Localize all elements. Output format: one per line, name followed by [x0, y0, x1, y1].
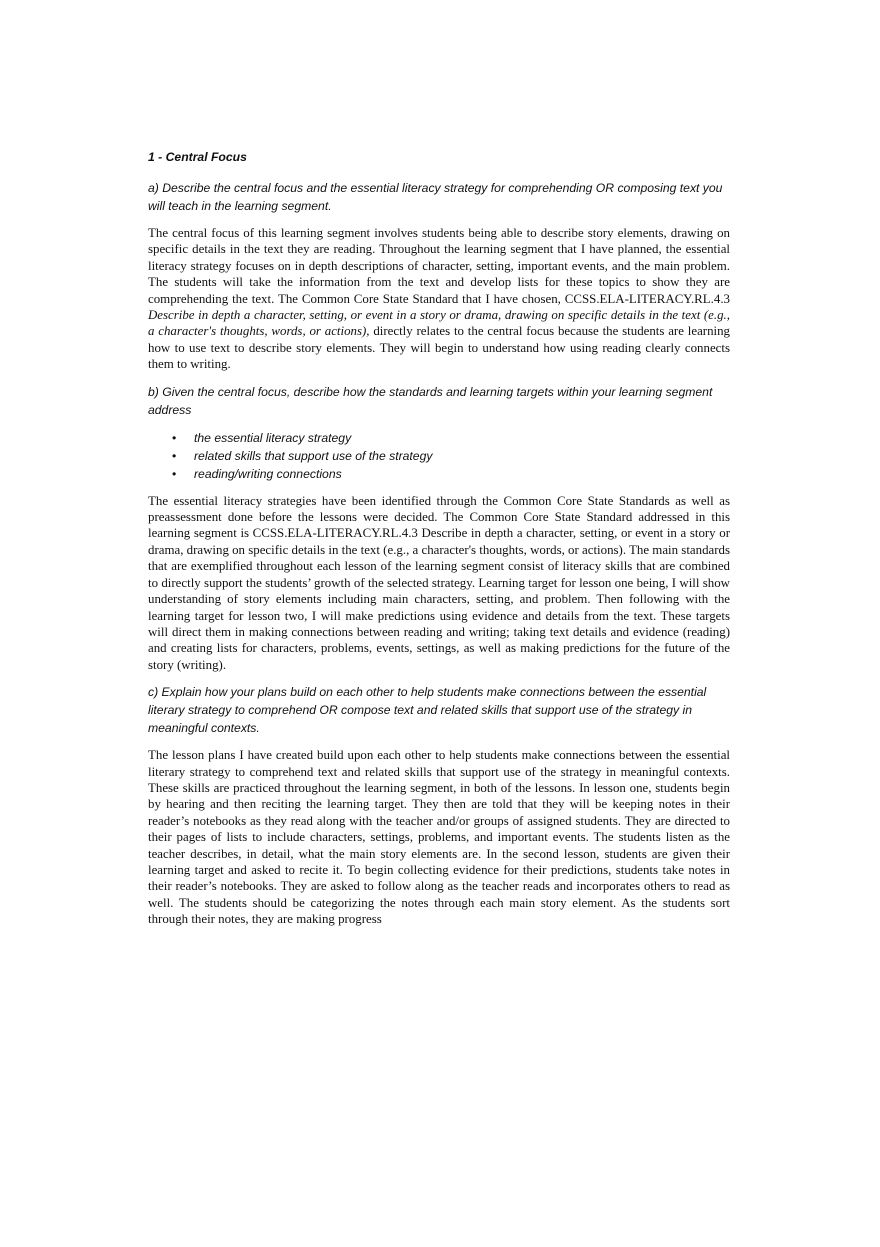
bullet-text: the essential literacy strategy [194, 430, 352, 445]
answer-b: The essential literacy strategies have been identified through the Common Core State Standards as well as preassessment done before the lessons were decided. The Common Core State Standard addressed in this learning segment is CCSS.ELA-LITERACY.RL.4.3 Describe in depth a character, setting, or event in a story or drama, drawing on specific details in the text (e.g., a character's thoughts, words, or actions). The main standards that are exemplified throughout each lesson of the learning segment consist of literacy skills that are combined to directly support the students’ growth of the selected strategy. Learning target for lesson one being, I will show understanding of story elements including main characters, setting, and problem. Then following with the learning target for lesson two, I will make predictions using evidence and details from the text. These targets will direct them in making connections between reading and writing; taking text details and evidence (reading) and creating lists for characters, problems, events, settings, as well as making predictions for the future of the story (writing). [148, 493, 730, 672]
prompt-b-bullet-list [148, 429, 730, 483]
bullet-icon: • [172, 430, 177, 445]
answer-a-standard-quote: Describe in depth a character, setting, or event in a story or drama, drawing on specific details in the text (e.g., a character's thoughts, words, or actions), [148, 308, 730, 339]
bullet-icon: • [172, 466, 177, 481]
prompt-c: c) Explain how your plans build on each other to help students make connections between the essential literary strategy to comprehend OR compose text and related skills that support use of the strategy in meaningful contexts. [148, 685, 707, 736]
bullet-item [172, 429, 730, 447]
section-heading: 1 - Central Focus [148, 150, 247, 164]
answer-a-text-1: The central focus of this learning segment involves students being able to describe story elements, drawing on specific details in the text they are reading. Throughout the learning segment that I have planned, the essential literacy strategy focuses on in depth descriptions of character, setting, important events, and the main problem. The students will take the information from the text and develop lists for these topics to show they are comprehending the text. The Common Core State Standard that I have chosen, CCSS.ELA-LITERACY.RL.4.3 [148, 226, 730, 306]
bullet-text: reading/writing connections [194, 466, 342, 481]
prompt-a: a) Describe the central focus and the essential literacy strategy for comprehending OR composing text you will teach in the learning segment. [148, 181, 723, 213]
bullet-icon: • [172, 448, 177, 463]
answer-a-text-2: directly relates to the central focus because the students are learning how to use text to describe story elements. They will begin to understand how using reading clearly connects them to writing. [148, 324, 730, 372]
bullet-item [172, 447, 730, 465]
bullet-item [172, 465, 730, 483]
answer-a [148, 225, 730, 373]
bullet-text: related skills that support use of the strategy [194, 448, 433, 463]
answer-c: The lesson plans I have created build upon each other to help students make connections between the essential literary strategy to comprehend text and related skills that support use of the strategy in meaningful contexts. These skills are practiced throughout the learning segment, in both of the lessons. In lesson one, students begin by hearing and then reciting the learning target. They then are told that they will be keeping notes in their reader’s notebooks as they read along with the teacher and/or groups of assigned students. They are directed to their pages of lists to include characters, settings, problems, and important events. The students listen as the teacher describes, in detail, what the main story elements are. In the second lesson, students are given their learning target and asked to recite it. To begin collecting evidence for their predictions, students take notes in their reader’s notebooks. They are asked to follow along as the teacher reads and incorporates others to read as well. The students should be categorizing the notes through each main story element. As the students sort through their notes, they are making progress [148, 748, 730, 927]
document-page [148, 148, 730, 938]
prompt-b: b) Given the central focus, describe how the standards and learning targets within your learning segment address [148, 384, 713, 417]
